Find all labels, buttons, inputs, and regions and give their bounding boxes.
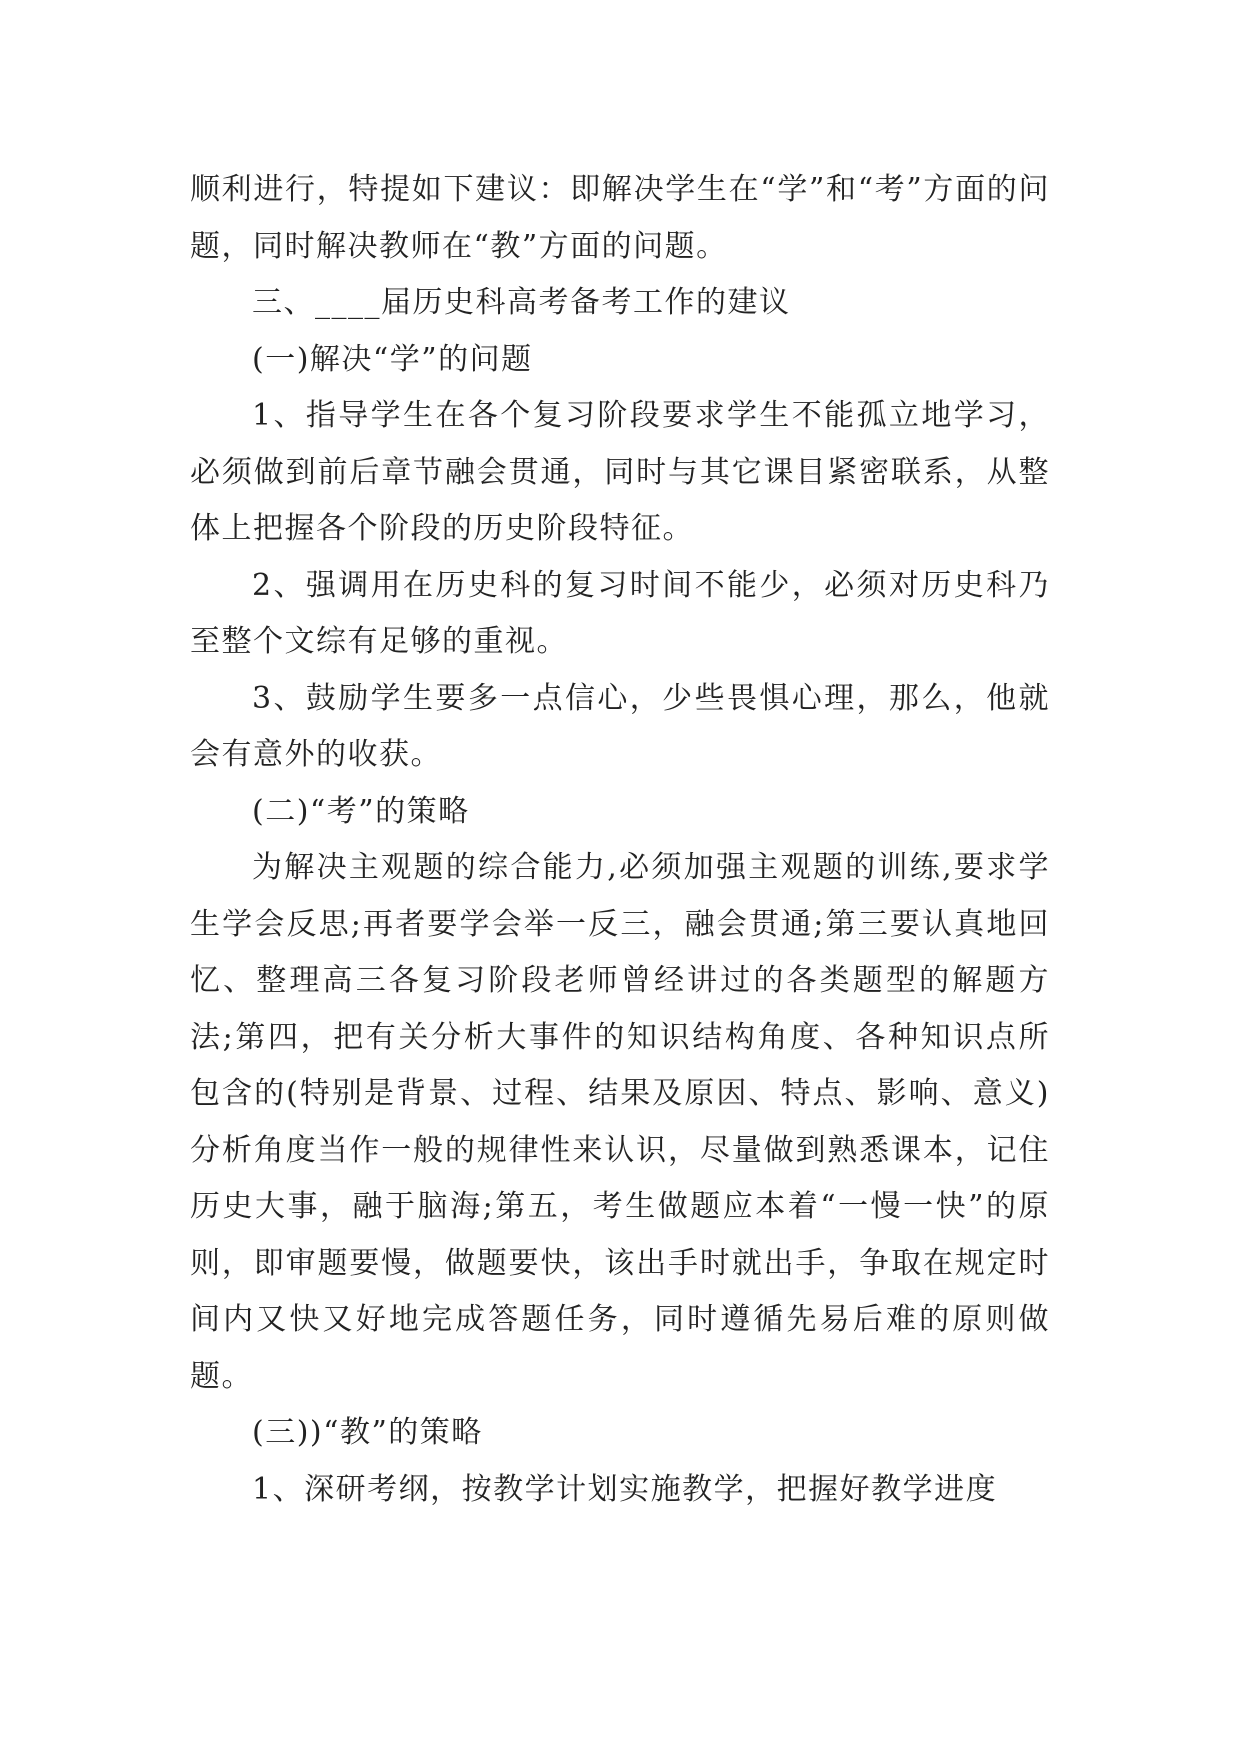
list-item-1: 1、指导学生在各个复习阶段要求学生不能孤立地学习，必须做到前后章节融会贯通，同时与其它课目紧密联系，从整体上把握各个阶段的历史阶段特征。 (190, 398, 1050, 546)
list-item-3: 3、鼓励学生要多一点信心，少些畏惧心理，那么，他就会有意外的收获。 (190, 680, 1050, 772)
paragraph-continuation: 顺利进行，特提如下建议：即解决学生在“学”和“考”方面的问题，同时解决教师在“教”方面的问题。 (190, 172, 1050, 264)
subheading-teaching-strategy: (三))“教”的策略 (252, 1415, 483, 1450)
subheading-learning: (一)解决“学”的问题 (252, 341, 533, 377)
list-item-teaching-1: 1、深研考纲，按教学计划实施教学，把握好教学进度 (252, 1471, 998, 1507)
document-body (190, 162, 1050, 1518)
list-item-2: 2、强调用在历史科的复习时间不能少，必须对历史科乃至整个文综有足够的重视。 (190, 567, 1050, 659)
section-heading-three: 三、____届历史科高考备考工作的建议 (252, 285, 791, 320)
paragraph-exam-strategy: 为解决主观题的综合能力,必须加强主观题的训练,要求学生学会反思;再者要学会举一反三，融会贯通;第三要认真地回忆、整理高三各复习阶段老师曾经讲过的各类题型的解题方法;第四，把有关分析大事件的知识结构角度、各种知识点所包含的(特别是背景、过程、结果及原因、特点、影响、意义)分析角度当作一般的规律性来认识，尽量做到熟悉课本，记住历史大事，融于脑海;第五，考生做题应本着“一慢一快”的原则，即审题要慢，做题要快，该出手时就出手，争取在规定时间内又快又好地完成答题任务，同时遵循先易后难的原则做题。 (190, 850, 1050, 1394)
subheading-exam-strategy: (二)“考”的策略 (252, 793, 470, 829)
